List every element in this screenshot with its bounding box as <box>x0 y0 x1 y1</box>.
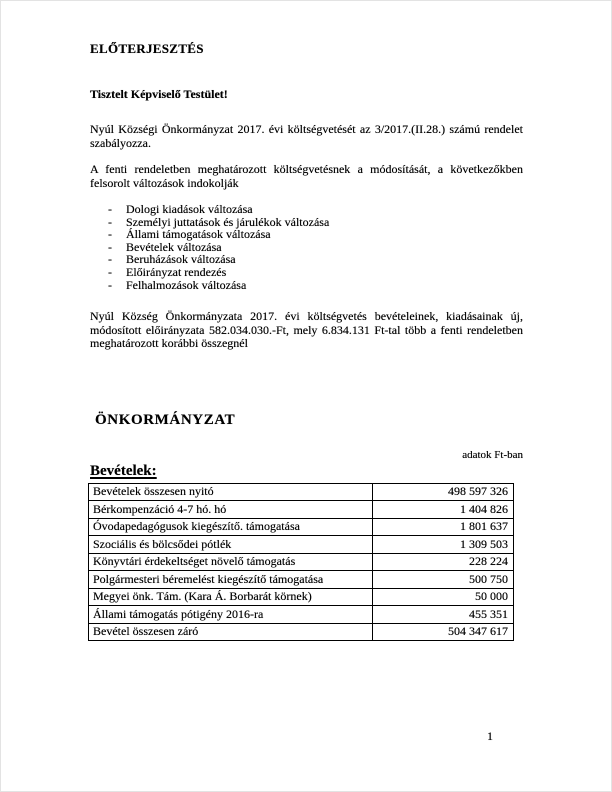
list-item-text: Bevételek változása <box>126 239 222 254</box>
list-dash-marker: - <box>108 277 112 292</box>
revenues-heading: Bevételek: <box>90 462 157 479</box>
row-value: 1 801 637 <box>372 518 513 536</box>
list-dash-marker: - <box>108 264 112 279</box>
row-value: 1 404 826 <box>372 501 513 519</box>
list-item-text: Felhalmozások változása <box>126 277 247 292</box>
list-item-text: Dologi kiadások változása <box>126 202 253 216</box>
section-heading-onkormanyzat: ÖNKORMÁNYZAT <box>95 411 236 428</box>
paragraph-changes-intro: A fenti rendeletben meghatározott költségvetésnek a módosítását, a következőkben felsorolt változások indokolják <box>90 162 523 190</box>
document-title: ELŐTERJESZTÉS <box>90 41 204 56</box>
revenues-table <box>88 483 514 642</box>
list-item-text: Beruházások változása <box>126 252 236 267</box>
units-note: adatok Ft-ban <box>462 448 523 461</box>
list-dash-marker: - <box>108 202 112 216</box>
row-label: Könyvtári érdekeltséget növelő támogatás <box>89 553 373 571</box>
paragraph-regulation: Nyúl Községi Önkormányzat 2017. évi költségvetését az 3/2017.(II.28.) számú rendelet szabályozza. <box>90 122 523 150</box>
list-item-text: Személyi juttatások és járulékok változása <box>126 214 330 229</box>
row-value: 455 351 <box>372 606 513 624</box>
paragraph-summary: Nyúl Község Önkormányzata 2017. évi költségvetés bevételeinek, kiadásainak új, módosított előirányzata 582.034.030.-Ft, mely 6.834.131 Ft-tal több a fenti rendeletben meghatározott korábbi összegnél <box>90 309 523 351</box>
list-item <box>90 279 523 292</box>
table-row <box>89 536 514 554</box>
row-value: 50 000 <box>372 588 513 606</box>
table-row <box>89 623 514 641</box>
table-row <box>89 501 514 519</box>
list-dash-marker: - <box>108 227 112 242</box>
row-label: Bérkompenzáció 4-7 hó. hó <box>89 501 373 519</box>
row-label: Bevétel összesen záró <box>89 623 373 641</box>
list-dash-marker: - <box>108 252 112 267</box>
list-item-text: Előirányzat rendezés <box>126 264 227 279</box>
row-value: 228 224 <box>372 553 513 571</box>
document-content <box>90 0 523 641</box>
row-label: Polgármesteri béremelést kiegészítő támogatása <box>89 571 373 589</box>
list-item-text: Állami támogatások változása <box>126 227 271 242</box>
table-row <box>89 588 514 606</box>
row-label: Szociális és bölcsődei pótlék <box>89 536 373 554</box>
row-label: Megyei önk. Tám. (Kara Á. Borbarát körnek) <box>89 588 373 606</box>
table-row <box>89 606 514 624</box>
row-label: Állami támogatás pótigény 2016-ra <box>89 606 373 624</box>
row-value: 1 309 503 <box>372 536 513 554</box>
change-list <box>90 203 523 291</box>
page-number: 1 <box>487 729 493 743</box>
row-label: Óvodapedagógusok kiegészítő. támogatása <box>89 518 373 536</box>
salutation: Tisztelt Képviselő Testület! <box>90 87 228 101</box>
table-row <box>89 571 514 589</box>
table-row <box>89 518 514 536</box>
row-value: 504 347 617 <box>372 623 513 641</box>
row-label: Bevételek összesen nyitó <box>89 483 373 501</box>
table-row <box>89 553 514 571</box>
list-dash-marker: - <box>108 239 112 254</box>
list-dash-marker: - <box>108 214 112 229</box>
table-row <box>89 483 514 501</box>
row-value: 500 750 <box>372 571 513 589</box>
row-value: 498 597 326 <box>372 483 513 501</box>
